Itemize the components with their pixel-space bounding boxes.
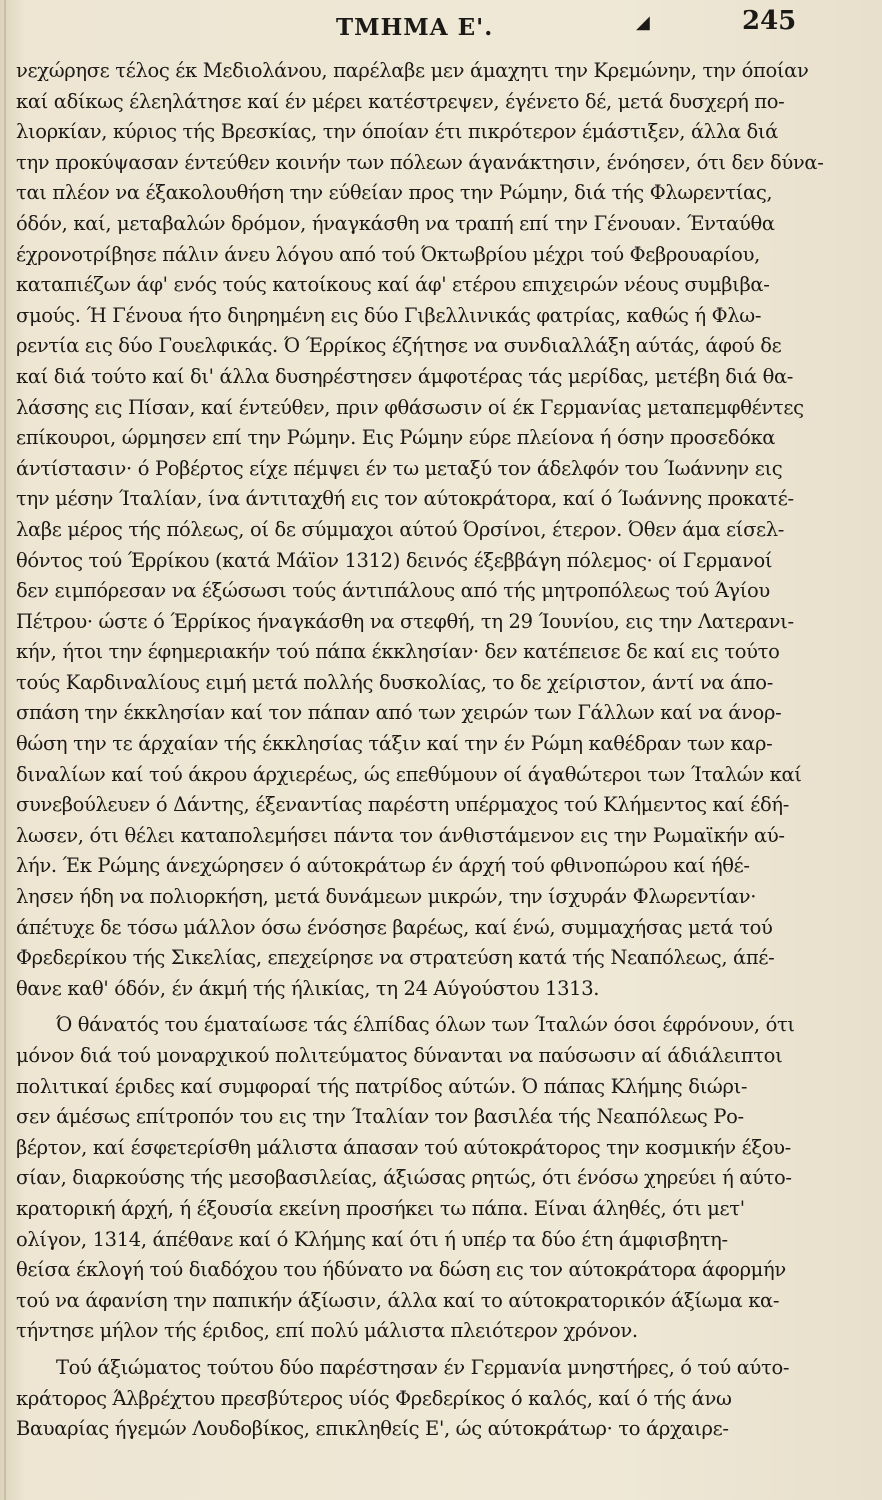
text-line: Φρεδερίκου τής Σικελίας, επεχείρησε να στρατεύση κατά τής Νεαπόλεως, άπέ- (16, 946, 775, 970)
body-text (16, 56, 824, 1445)
text-line: σίαν, διαρκούσης τής μεσοβασιλείας, άξιώσας ρητώς, ότι ένόσω χηρεύει ή αύτο- (16, 1166, 792, 1190)
text-line: έχρονοτρίβησε πάλιν άνευ λόγου από τού Όκτωβρίου μέχρι τού Φεβρουαρίου, (16, 242, 760, 266)
text-line: όδόν, καί, μεταβαλών δρόμον, ήναγκάσθη να τραπή επί την Γένουαν. Ένταύθα (16, 211, 775, 235)
text-line: άντίστασιν· ό Ροβέρτος είχε πέμψει έν τω μεταξύ τον άδελφόν του Ίωάννην εις (16, 456, 783, 480)
text-line: τού να άφανίση την παπικήν άξίωσιν, άλλα καί το αύτοκρατορικόν άξίωμα κα- (16, 1288, 780, 1312)
text-line: τήντησε μήλον τής έριδος, επί πολύ μάλιστα πλειότερον χρόνον. (16, 1319, 638, 1343)
text-line: σεν άμέσως επίτροπόν του εις την Ίταλίαν τον βασιλέα τής Νεαπόλεως Ρο- (16, 1105, 744, 1129)
text-line: λήν. Έκ Ρώμης άνεχώρησεν ό αύτοκράτωρ έν άρχή τού φθινοπώρου καί ήθέ- (16, 854, 750, 878)
text-line: συνεβούλευεν ό Δάντης, έξεναντίας παρέστη υπέρμαχος τού Κλήμεντος καί έδή- (16, 793, 790, 817)
section-title: ΤΜΗΜΑ Ε'. (336, 14, 494, 41)
page-number: 245 (742, 6, 797, 36)
binding-edge (4, 0, 6, 1500)
text-line: θώση την τε άρχαίαν τής έκκλησίας τάξιν καί την έν Ρώμη καθέδραν των καρ- (16, 732, 773, 756)
text-line: λάσσης εις Πίσαν, καί έντεύθεν, πριν φθάσωσιν οί έκ Γερμανίας μεταπεμφθέντες (16, 395, 804, 419)
text-line: θανε καθ' όδόν, έν άκμή τής ήλικίας, τη 24 Αύγούστου 1313. (16, 976, 600, 1000)
text-line: διναλίων καί τού άκρου άρχιερέως, ώς επεθύμουν οί άγαθώτεροι των Ίταλών καί (16, 762, 802, 786)
text-line: λαβε μέρος τής πόλεως, οί δε σύμμαχοι αύτού Όρσίνοι, έτερον. Όθεν άμα είσελ- (16, 517, 785, 541)
text-line: λησεν ήδη να πολιορκήση, μετά δυνάμεων μικρών, την ίσχυράν Φλωρεντίαν· (16, 885, 757, 909)
text-line: ται πλέον να έξακολουθήση την εύθείαν προς την Ρώμην, διά τής Φλωρεντίας, (16, 181, 773, 205)
running-header (0, 6, 882, 50)
paragraph (16, 1347, 824, 1445)
text-line: ολίγον, 1314, άπέθανε καί ό Κλήμης καί ότι ή υπέρ τα δύο έτη άμφισβητη- (16, 1227, 728, 1251)
text-line: δεν ειμπόρεσαν να έξώσωσι τούς άντιπάλους από τής μητροπόλεως τού Άγίου (16, 579, 770, 603)
text-line: την προκύψασαν έντεύθεν κοινήν των πόλεων άγανάκτησιν, ένόησεν, ότι δεν δύνα- (16, 150, 824, 174)
text-line: Πέτρου· ώστε ό Έρρίκος ήναγκάσθη να στεφθή, τη 29 Ίουνίου, εις την Λατερανι- (16, 609, 794, 633)
text-line: Τού άξιώματος τούτου δύο παρέστησαν έν Γερμανία μνηστήρες, ό τού αύτο- (56, 1355, 790, 1379)
text-line: καταπιέζων άφ' ενός τούς κατοίκους καί άφ' ετέρου επιχειρών νέους συμβιβα- (16, 273, 770, 297)
text-line: θόντος τού Έρρίκου (κατά Μάϊον 1312) δεινός έξεββάγη πόλεμος· οί Γερμανοί (16, 548, 773, 572)
text-line: ρεντία εις δύο Γουελφικάς. Ό Έρρίκος έζήτησε να συνδιαλλάξη αύτάς, άφού δε (16, 334, 782, 358)
text-line: την μέσην Ίταλίαν, ίνα άντιταχθή εις τον αύτοκράτορα, καί ό Ίωάννης προκατέ- (16, 487, 794, 511)
text-line: λωσεν, ότι θέλει καταπολεμήσει πάντα τον άνθιστάμενον εις την Ρωμαϊκήν αύ- (16, 823, 785, 847)
text-line: Βαυαρίας ήγεμών Λουδοβίκος, επικληθείς Ε', ώς αύτοκράτωρ· το άρχαιρε- (16, 1417, 729, 1441)
text-line: λιορκίαν, κύριος τής Βρεσκίας, την όποίαν έτι πικρότερον έμάστιξεν, άλλα διά (16, 120, 778, 144)
text-line: βέρτον, καί έσφετερίσθη μάλιστα άπασαν τού αύτοκράτορος την κοσμικήν έξου- (16, 1135, 791, 1159)
text-line: κρατορική άρχή, ή έξουσία εκείνη προσήκει τω πάπα. Είναι άληθές, ότι μετ' (16, 1196, 745, 1220)
print-mark-icon: ◢ (636, 12, 650, 33)
text-line: πολιτικαί έριδες καί συμφοραί τής πατρίδος αύτών. Ό πάπας Κλήμης διώρι- (16, 1074, 748, 1098)
text-line: Ό θάνατός του έματαίωσε τάς έλπίδας όλων των Ίταλών όσοι έφρόνουν, ότι (56, 1013, 795, 1037)
text-line: καί αδίκως έλεηλάτησε καί έν μέρει κατέστρεψεν, έγένετο δέ, μετά δυσχερή πο- (16, 89, 785, 113)
text-line: καί διά τούτο καί δι' άλλα δυσηρέστησεν άμφοτέρας τάς μερίδας, μετέβη διά θα- (16, 364, 794, 388)
paragraph (16, 1004, 824, 1347)
paragraph (16, 56, 824, 1004)
text-line: τούς Καρδιναλίους ειμή μετά πολλής δυσκολίας, το δε χείριστον, άντί να άπο- (16, 670, 773, 694)
text-line: μόνον διά τού μοναρχικού πολιτεύματος δύνανται να παύσωσιν αί άδιάλειπτοι (16, 1044, 783, 1067)
text-line: κράτορος Άλβρέχτου πρεσβύτερος υίός Φρεδερίκος ό καλός, καί ό τής άνω (16, 1386, 732, 1410)
text-line: σμούς. Ή Γένουα ήτο διηρημένη εις δύο Γιβελλινικάς φατρίας, καθώς ή Φλω- (16, 303, 762, 327)
text-line: κήν, ήτοι την έφημεριακήν τού πάπα έκκλησίαν· δεν κατέπεισε δε καί εις τούτο (16, 640, 780, 664)
text-line: σπάση την έκκλησίαν καί τον πάπαν από των χειρών των Γάλλων καί να άνορ- (16, 701, 782, 725)
text-line: νεχώρησε τέλος έκ Μεδιολάνου, παρέλαβε μεν άμαχητι την Κρεμώνην, την όποίαν (16, 59, 809, 82)
text-line: θείσα έκλογή τού διαδόχου του ήδύνατο να δώση εις τον αύτοκράτορα άφορμήν (16, 1258, 786, 1282)
text-line: άπέτυχε δε τόσω μάλλον όσω ένόσησε βαρέως, καί ένώ, συμμαχήσας μετά τού (16, 915, 773, 939)
text-line: επίκουροι, ώρμησεν επί την Ρώμην. Εις Ρώμην εύρε πλείονα ή όσην προσεδόκα (16, 426, 776, 450)
